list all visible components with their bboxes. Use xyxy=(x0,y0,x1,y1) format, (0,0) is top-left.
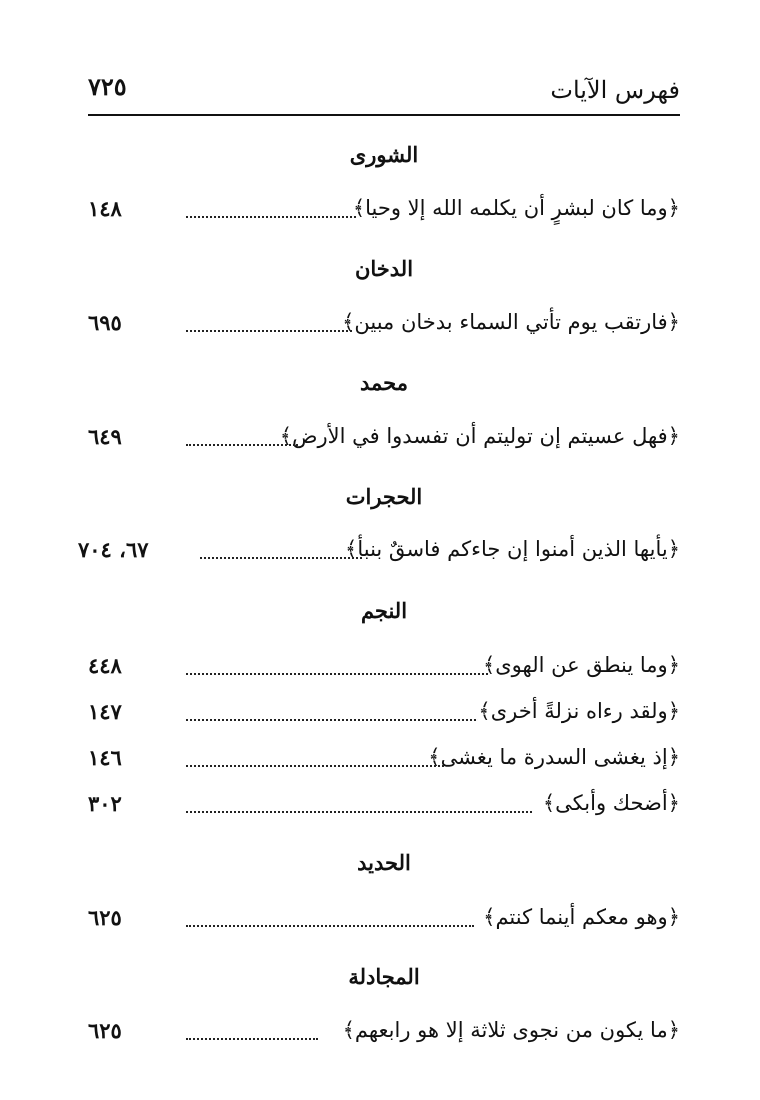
verse-text: ﴿وما ينطق عن الهوى﴾ xyxy=(482,653,680,677)
dot-leader xyxy=(186,202,356,218)
verse-text: ﴿وما كان لبشرٍ أن يكلمه الله إلا وحيا﴾ xyxy=(352,196,680,220)
dot-leader xyxy=(186,797,532,813)
dot-leader xyxy=(186,911,474,927)
surah-heading-al-hadid: الحديد xyxy=(357,850,411,875)
verse-page-ref: ١٤٧ xyxy=(88,699,122,724)
verse-entry xyxy=(88,310,680,344)
verse-entry xyxy=(88,745,680,779)
verse-page-ref: ٦٧، ٧٠٤ xyxy=(78,537,149,562)
dot-leader xyxy=(200,543,362,559)
verse-text: ﴿إذ يغشى السدرة ما يغشى﴾ xyxy=(428,745,680,769)
dot-leader xyxy=(186,430,298,446)
page-number: ٧٢٥ xyxy=(88,72,127,101)
verse-text: ﴿ولقد رءاه نزلةً أخرى﴾ xyxy=(478,699,680,723)
verse-page-ref: ٤٤٨ xyxy=(88,653,122,678)
verse-entry xyxy=(88,196,680,230)
dot-leader xyxy=(186,316,352,332)
verse-entry xyxy=(88,1018,680,1052)
verse-entry xyxy=(88,699,680,733)
surah-heading-an-najm: النجم xyxy=(360,598,408,623)
verse-entry xyxy=(78,537,680,571)
surah-heading-muhammad: محمد xyxy=(360,370,408,395)
dot-leader xyxy=(186,751,444,767)
verse-text: ﴿أضحك وأبكى﴾ xyxy=(542,791,680,815)
verse-page-ref: ٦٤٩ xyxy=(88,424,122,449)
verse-text: ﴿وهو معكم أينما كنتم﴾ xyxy=(483,905,680,929)
surah-heading-al-mujadila: المجادلة xyxy=(348,964,420,989)
verse-page-ref: ١٤٨ xyxy=(88,196,122,221)
verse-page-ref: ٦٢٥ xyxy=(88,1018,122,1043)
verse-entry xyxy=(88,424,680,458)
verse-text: ﴿يأيها الذين أمنوا إن جاءكم فاسقٌ بنبأ﴾ xyxy=(345,537,680,561)
dot-leader xyxy=(186,705,476,721)
surah-heading-al-hujurat: الحجرات xyxy=(345,484,423,509)
surah-heading-ad-dukhan: الدخان xyxy=(354,256,414,281)
dot-leader xyxy=(186,659,488,675)
verse-page-ref: ١٤٦ xyxy=(88,745,122,770)
verse-page-ref: ٦٩٥ xyxy=(88,310,122,335)
surah-heading-ash-shura: الشورى xyxy=(349,142,419,167)
dot-leader xyxy=(186,1024,318,1040)
verse-text: ﴿فهل عسيتم إن توليتم أن تفسدوا في الأرض﴾ xyxy=(279,424,680,448)
verse-page-ref: ٣٠٢ xyxy=(88,791,122,816)
verse-text: ﴿ما يكون من نجوى ثلاثة إلا هو رابعهم﴾ xyxy=(342,1018,680,1042)
verse-entry xyxy=(88,905,680,939)
page-title: فهرس الآيات xyxy=(550,76,680,104)
verse-entry xyxy=(88,791,680,825)
verse-entry xyxy=(88,653,680,687)
page-header xyxy=(88,70,680,116)
verse-text: ﴿فارتقب يوم تأتي السماء بدخان مبين﴾ xyxy=(342,310,680,334)
verse-page-ref: ٦٢٥ xyxy=(88,905,122,930)
